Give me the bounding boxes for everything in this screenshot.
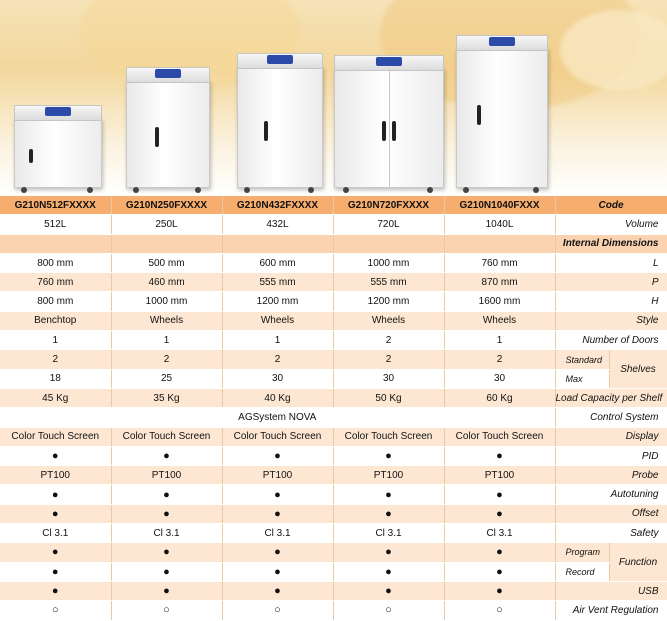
doors-row [0,331,667,350]
shelves-standard-row [0,350,667,369]
product-hero-image [0,0,667,196]
spec-cell: 2 [333,350,444,369]
probe-row [0,466,667,485]
feature-dot-icon: ● [0,446,111,465]
feature-dot-icon: ● [444,581,555,600]
row-label-air-vent: Air Vent Regulation [555,601,667,620]
shelves-max-row [0,369,667,388]
oven-image-720 [334,68,444,188]
depth-row [0,273,667,292]
spec-cell: 2 [444,350,555,369]
row-label-l: L [555,253,667,272]
safety-row [0,524,667,543]
spec-cell: 1200 mm [222,292,333,311]
spec-cell: 18 [0,369,111,388]
spec-cell: 500 mm [111,253,222,272]
model-code: G210N250FXXXX [111,196,222,215]
spec-cell: 30 [222,369,333,388]
autotuning-row [0,485,667,504]
spec-cell: PT100 [0,466,111,485]
spec-cell: Color Touch Screen [222,427,333,446]
program-row [0,543,667,562]
feature-dot-icon: ● [0,504,111,523]
spec-cell: Benchtop [0,311,111,330]
load-capacity-row [0,388,667,407]
model-code: G210N1040FXXX [444,196,555,215]
spec-cell: AGSystem NOVA [0,408,555,427]
row-label-code: Code [555,196,667,215]
row-label-pid: PID [555,446,667,465]
row-label-usb: USB [555,581,667,600]
spec-cell: PT100 [333,466,444,485]
spec-cell: Color Touch Screen [333,427,444,446]
row-label-safety: Safety [555,524,667,543]
feature-dot-icon: ● [111,446,222,465]
spec-cell: Cl 3.1 [111,524,222,543]
spec-cell: 600 mm [222,253,333,272]
spec-cell: 50 Kg [333,388,444,407]
feature-dot-icon: ● [111,562,222,581]
spec-cell: 1000 mm [333,253,444,272]
row-label-style: Style [555,311,667,330]
height-row [0,292,667,311]
row-label-standard: Standard [555,350,609,369]
feature-dot-icon: ● [333,504,444,523]
spec-cell: 1000 mm [111,292,222,311]
spec-cell: 40 Kg [222,388,333,407]
spec-cell: Wheels [444,311,555,330]
spec-cell: 35 Kg [111,388,222,407]
spec-cell: 1600 mm [444,292,555,311]
spec-cell: PT100 [444,466,555,485]
feature-dot-icon: ● [333,581,444,600]
row-label-p: P [555,273,667,292]
row-label-max: Max [555,369,609,388]
spec-cell: 460 mm [111,273,222,292]
display-row [0,427,667,446]
spec-cell: 1 [111,331,222,350]
spec-cell: 30 [444,369,555,388]
feature-dot-icon: ● [0,543,111,562]
offset-row [0,504,667,523]
row-label-autotuning: Autotuning [555,485,667,504]
feature-dot-icon: ● [444,562,555,581]
spec-cell: 1 [222,331,333,350]
pid-row [0,446,667,465]
spec-cell: 555 mm [333,273,444,292]
style-row [0,311,667,330]
feature-dot-icon: ● [444,504,555,523]
feature-dot-icon: ● [111,581,222,600]
air-vent-row [0,601,667,620]
record-row [0,562,667,581]
row-label-program: Program [555,543,609,562]
optional-circle-icon: ○ [0,601,111,620]
feature-dot-icon: ● [444,543,555,562]
optional-circle-icon: ○ [444,601,555,620]
spec-cell: 2 [222,350,333,369]
length-row [0,253,667,272]
spec-cell: Cl 3.1 [222,524,333,543]
spec-cell [0,234,111,253]
feature-dot-icon: ● [0,485,111,504]
spec-cell: 760 mm [444,253,555,272]
spec-cell: Wheels [111,311,222,330]
spec-cell: 2 [333,331,444,350]
spec-cell: Color Touch Screen [111,427,222,446]
spec-cell: PT100 [222,466,333,485]
spec-cell: 432L [222,215,333,234]
feature-dot-icon: ● [111,543,222,562]
spec-cell: Wheels [333,311,444,330]
spec-cell: Color Touch Screen [0,427,111,446]
optional-circle-icon: ○ [111,601,222,620]
oven-image-1040 [456,48,548,188]
feature-dot-icon: ● [222,562,333,581]
row-label-display: Display [555,427,667,446]
model-code: G210N432FXXXX [222,196,333,215]
row-label-control-system: Control System [555,408,667,427]
spec-cell: 250L [111,215,222,234]
spec-cell: 1200 mm [333,292,444,311]
spec-cell: 512L [0,215,111,234]
internal-dimensions-row [0,234,667,253]
feature-dot-icon: ● [222,504,333,523]
spec-cell: Wheels [222,311,333,330]
specifications-table [0,196,667,621]
model-code: G210N512FXXXX [0,196,111,215]
optional-circle-icon: ○ [333,601,444,620]
feature-dot-icon: ● [222,543,333,562]
spec-cell: 2 [111,350,222,369]
feature-dot-icon: ● [444,485,555,504]
feature-dot-icon: ● [111,485,222,504]
spec-cell [444,234,555,253]
section-title-internal-dimensions: Internal Dimensions [555,234,667,253]
feature-dot-icon: ● [333,485,444,504]
oven-image-250 [126,80,210,188]
spec-cell: 800 mm [0,292,111,311]
row-label-doors: Number of Doors [555,331,667,350]
row-label-offset: Offset [555,504,667,523]
spec-cell: 870 mm [444,273,555,292]
usb-row [0,581,667,600]
oven-image-432 [237,66,323,188]
spec-cell: PT100 [111,466,222,485]
model-code-row [0,196,667,215]
control-system-row [0,408,667,427]
model-code: G210N720FXXXX [333,196,444,215]
group-label-function: Function [609,543,667,582]
spec-cell: 1 [444,331,555,350]
spec-cell: 30 [333,369,444,388]
spec-cell: 555 mm [222,273,333,292]
spec-cell: 800 mm [0,253,111,272]
spec-cell: 60 Kg [444,388,555,407]
group-label-shelves: Shelves [609,350,667,389]
feature-dot-icon: ● [333,446,444,465]
spec-cell: Cl 3.1 [0,524,111,543]
row-label-probe: Probe [555,466,667,485]
row-label-load-capacity: Load Capacity per Shelf [555,388,667,407]
spec-cell: 1040L [444,215,555,234]
row-label-record: Record [555,562,609,581]
feature-dot-icon: ● [222,446,333,465]
feature-dot-icon: ● [333,562,444,581]
row-label-h: H [555,292,667,311]
spec-cell [222,234,333,253]
spec-cell: Cl 3.1 [333,524,444,543]
optional-circle-icon: ○ [222,601,333,620]
spec-cell: 25 [111,369,222,388]
spec-cell: Cl 3.1 [444,524,555,543]
spec-cell: 45 Kg [0,388,111,407]
spec-cell: 1 [0,331,111,350]
feature-dot-icon: ● [0,562,111,581]
spec-cell: Color Touch Screen [444,427,555,446]
oven-image-benchtop [14,118,102,188]
volume-row [0,215,667,234]
spec-cell [111,234,222,253]
feature-dot-icon: ● [333,543,444,562]
spec-cell: 760 mm [0,273,111,292]
row-label-volume: Volume [555,215,667,234]
feature-dot-icon: ● [222,581,333,600]
feature-dot-icon: ● [111,504,222,523]
feature-dot-icon: ● [222,485,333,504]
feature-dot-icon: ● [0,581,111,600]
spec-cell: 720L [333,215,444,234]
feature-dot-icon: ● [444,446,555,465]
spec-cell [333,234,444,253]
spec-cell: 2 [0,350,111,369]
